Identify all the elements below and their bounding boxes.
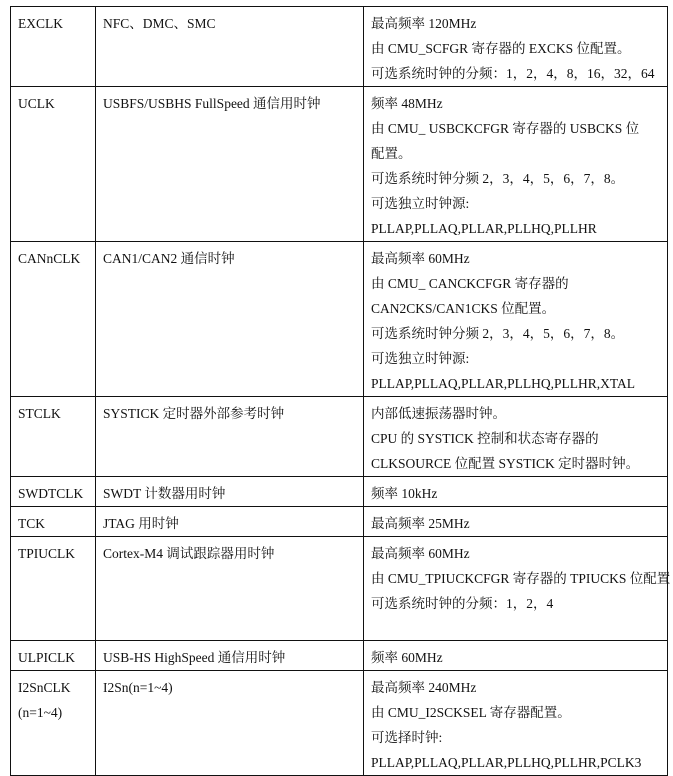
clock-name-cell (11, 537, 96, 641)
description-line: 由 CMU_SCFGR 寄存器的 EXCKS 位配置。 (371, 41, 631, 56)
clock-name: EXCLK (18, 16, 63, 31)
clock-description-cell (364, 477, 668, 507)
description-line: 由 CMU_I2SCKSEL 寄存器配置。 (371, 705, 571, 720)
clock-name: STCLK (18, 406, 61, 421)
description-line: 由 CMU_TPIUCKCFGR 寄存器的 TPIUCKS 位配置 (371, 571, 671, 586)
clock-usage: SYSTICK 定时器外部参考时钟 (103, 406, 285, 421)
description-line: PLLAP,PLLAQ,PLLAR,PLLHQ,PLLHR,XTAL (371, 376, 636, 391)
description-line: 可选系统时钟分频 2，3，4，5，6，7，8。 (371, 326, 625, 341)
clock-usage-cell (96, 641, 364, 671)
clock-usage-cell (96, 87, 364, 242)
clock-usage-cell (96, 671, 364, 776)
description-line: 可选系统时钟的分频：1，2，4 (371, 596, 554, 611)
description-line: 配置。 (371, 146, 412, 161)
clock-name: (n=1~4) (18, 705, 63, 720)
description-line: 最高频率 60MHz (371, 546, 470, 561)
description-line: 由 CMU_ CANCKCFGR 寄存器的 (371, 276, 569, 291)
clock-name-cell (11, 7, 96, 87)
clock-usage: Cortex-M4 调试跟踪器用时钟 (103, 546, 275, 561)
clock-usage: USBFS/USBHS FullSpeed 通信用时钟 (103, 96, 321, 111)
table-row (11, 671, 668, 776)
table-row (11, 87, 668, 242)
clock-usage: I2Sn(n=1~4) (103, 680, 173, 695)
clock-usage: JTAG 用时钟 (103, 516, 179, 531)
clock-name-cell (11, 397, 96, 477)
table-row (11, 507, 668, 537)
clock-description-cell (364, 671, 668, 776)
description-line: 可选择时钟: (371, 730, 443, 745)
description-line: 可选独立时钟源: (371, 196, 470, 211)
clock-name-cell (11, 671, 96, 776)
description-line: 最高频率 25MHz (371, 516, 470, 531)
clock-description-cell (364, 537, 671, 641)
clock-usage-cell (96, 397, 364, 477)
description-line: 频率 10kHz (371, 486, 438, 501)
description-line: CLKSOURCE 位配置 SYSTICK 定时器时钟。 (371, 456, 640, 471)
clock-name-cell (11, 87, 96, 242)
description-line: 由 CMU_ USBCKCFGR 寄存器的 USBCKS 位 (371, 121, 640, 136)
clock-usage: NFC、DMC、SMC (103, 16, 216, 31)
clock-description-cell (364, 641, 668, 671)
description-line: 频率 60MHz (371, 650, 443, 665)
clock-name: UCLK (18, 96, 55, 111)
description-line: CAN2CKS/CAN1CKS 位配置。 (371, 301, 556, 316)
clock-description-cell (364, 397, 668, 477)
table-row (11, 397, 668, 477)
table-row (11, 537, 668, 641)
description-line: CPU 的 SYSTICK 控制和状态寄存器的 (371, 431, 599, 446)
table-row (11, 641, 668, 671)
description-line: 内部低速振荡器时钟。 (371, 406, 506, 421)
clock-table (10, 6, 671, 776)
description-line: PLLAP,PLLAQ,PLLAR,PLLHQ,PLLHR,PCLK3 (371, 755, 642, 770)
clock-description-cell (364, 7, 668, 87)
clock-name: CANnCLK (18, 251, 81, 266)
clock-usage-cell (96, 507, 364, 537)
description-line: PLLAP,PLLAQ,PLLAR,PLLHQ,PLLHR (371, 221, 597, 236)
clock-name-cell (11, 641, 96, 671)
clock-usage-cell (96, 7, 364, 87)
clock-name: ULPICLK (18, 650, 75, 665)
description-line: 可选独立时钟源: (371, 351, 470, 366)
clock-name: SWDTCLK (18, 486, 84, 501)
table-row (11, 7, 668, 87)
clock-name: I2SnCLK (18, 680, 71, 695)
clock-description-cell (364, 242, 668, 397)
clock-name: TPIUCLK (18, 546, 75, 561)
clock-name: TCK (18, 516, 45, 531)
description-line: 可选系统时钟分频 2，3，4，5，6，7，8。 (371, 171, 625, 186)
clock-description-cell (364, 87, 668, 242)
clock-description-cell (364, 507, 668, 537)
description-line: 频率 48MHz (371, 96, 443, 111)
clock-usage: SWDT 计数器用时钟 (103, 486, 226, 501)
description-line: 最高频率 240MHz (371, 680, 477, 695)
clock-usage: USB-HS HighSpeed 通信用时钟 (103, 650, 286, 665)
clock-usage-cell (96, 242, 364, 397)
description-line: 最高频率 120MHz (371, 16, 477, 31)
clock-name-cell (11, 507, 96, 537)
clock-usage-cell (96, 477, 364, 507)
description-line: 可选系统时钟的分频：1，2，4，8，16，32，64 (371, 66, 655, 81)
clock-name-cell (11, 242, 96, 397)
table-row (11, 242, 668, 397)
clock-usage-cell (96, 537, 364, 641)
description-line: 最高频率 60MHz (371, 251, 470, 266)
clock-name-cell (11, 477, 96, 507)
table-row (11, 477, 668, 507)
clock-usage: CAN1/CAN2 通信时钟 (103, 251, 235, 266)
